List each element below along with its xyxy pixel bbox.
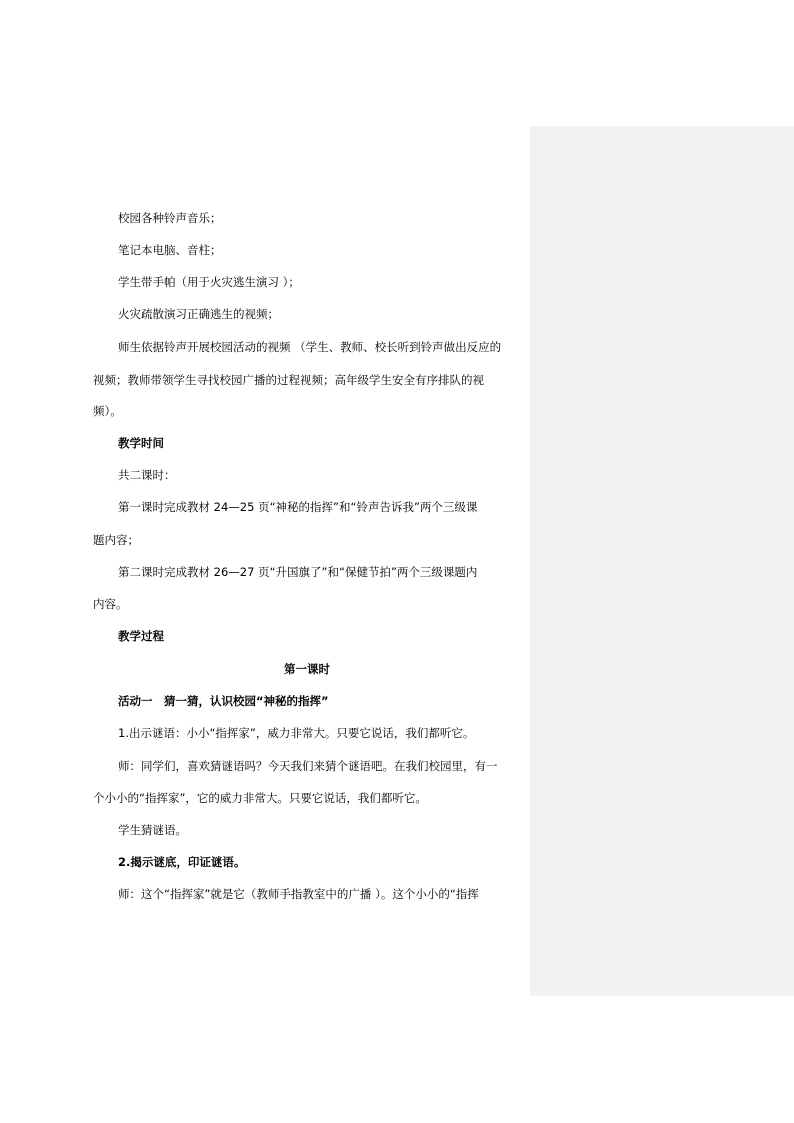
time-second-lesson-cont: 内容。 bbox=[93, 597, 128, 611]
time-total-line: 共二课时： bbox=[118, 468, 176, 482]
material-line-5-end: 频）。 bbox=[93, 404, 122, 418]
time-first-lesson-cont: 题内容； bbox=[93, 533, 139, 547]
lesson-title: 第一课时 bbox=[284, 662, 330, 676]
section-heading-teaching-time: 教学时间 bbox=[118, 436, 164, 450]
material-line-5-cont: 视频；教师带领学生寻找校园广播的过程视频；高年级学生安全有序排队的视 bbox=[93, 373, 484, 387]
teacher-reveal-line: 师：这个“指挥家”就是它（教师手指教室中的广播 ）。这个小小的“指挥 bbox=[118, 887, 479, 901]
material-line-2: 笔记本电脑、音柱； bbox=[118, 243, 222, 257]
teacher-speech-line: 师：同学们，喜欢猜谜语吗？今天我们来猜个谜语吧。在我们校园里，有一 bbox=[118, 759, 498, 773]
student-guess-line: 学生猜谜语。 bbox=[118, 823, 187, 837]
section-heading-teaching-process: 教学过程 bbox=[118, 629, 164, 643]
time-first-lesson-line: 第一课时完成教材 24—25 页“神秘的指挥”和“铃声告诉我”两个三级课 bbox=[118, 500, 478, 514]
time-second-lesson-line: 第二课时完成教材 26—27 页“升国旗了”和“保健节拍”两个三级课题内 bbox=[118, 565, 478, 579]
material-line-3: 学生带手帕（用于火灾逃生演习 ）； bbox=[118, 275, 300, 289]
material-line-1: 校园各种铃声音乐； bbox=[118, 211, 222, 225]
activity-heading: 活动一 猜一猜，认识校园“神秘的指挥” bbox=[118, 694, 329, 708]
riddle-step-2: 2.揭示谜底，印证谜语。 bbox=[118, 855, 246, 869]
material-line-5: 师生依据铃声开展校园活动的视频 （学生、教师、校长听到铃声做出反应的 bbox=[118, 340, 502, 354]
comment-margin-pane bbox=[530, 126, 794, 996]
teacher-speech-cont: 个小小的“指挥家”，它的威力非常大。只要它说话，我们都听它。 bbox=[93, 791, 427, 805]
riddle-step-1: 1.出示谜语：小小“指挥家”，威力非常大。只要它说话，我们都听它。 bbox=[118, 726, 475, 740]
material-line-4: 火灾疏散演习正确逃生的视频； bbox=[118, 307, 279, 321]
